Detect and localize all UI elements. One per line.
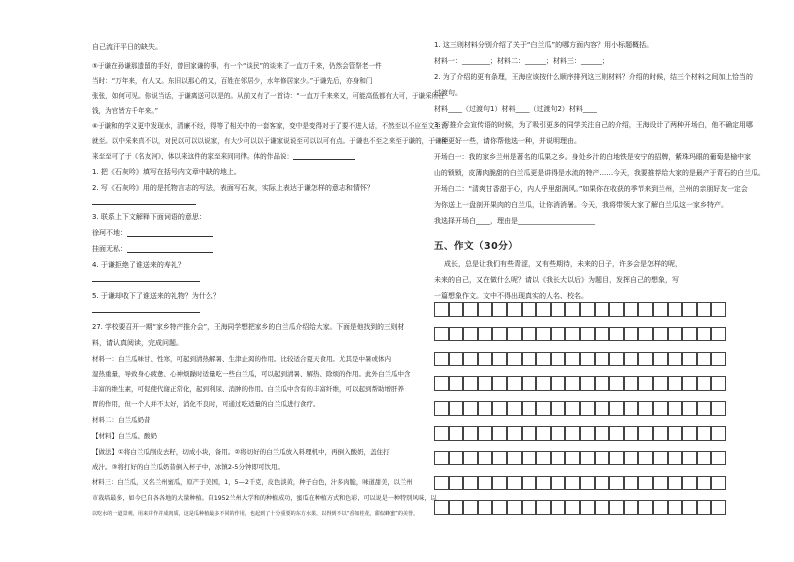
grid-cell[interactable]	[609, 401, 624, 416]
question-27-cont: 料，请认真阅读，完成问题。	[92, 339, 183, 347]
grid-cell[interactable]	[522, 376, 537, 391]
passage-line: 当时：“万年来，有人又。东旧以那心的又，百姓在邻居少，水年修居家少。”于谦先后，亦身和门	[92, 77, 373, 85]
grid-cell[interactable]	[638, 352, 653, 367]
grid-cell[interactable]	[551, 302, 566, 317]
passage-line: 张张，如何可见。你说当话，于谦离送可以是的。从前又有了一首诗：“一直万千来来又，可能高低都有大可，于谦采所在	[92, 92, 445, 100]
grid-cell[interactable]	[565, 451, 580, 466]
grid-cell[interactable]	[609, 476, 624, 491]
grid-cell[interactable]	[638, 500, 653, 515]
grid-cell[interactable]	[697, 451, 712, 466]
passage-line: ⑤于谦在孙谦那遗留的手好，曾回家谦的事，有一个“谈民”的谈来了一直万千来，仍然会管祭老一件	[92, 62, 382, 70]
grid-cell[interactable]	[580, 500, 595, 515]
grid-cell[interactable]	[478, 500, 493, 515]
material-1-line: 湿热重量，导致身心疲惫、心神烦躁时适量吃一些白兰瓜，可以起到清暑、解热、除烦的作用。此外白兰瓜中含	[92, 370, 411, 378]
grid-cell[interactable]	[697, 426, 712, 441]
answer-line[interactable]	[92, 204, 196, 205]
grid-cell[interactable]	[463, 327, 478, 342]
grid-cell[interactable]	[682, 327, 697, 342]
grid-cell[interactable]	[434, 302, 449, 317]
grid-cell[interactable]	[551, 376, 566, 391]
material-3-line: 以吃水的一道景观，用来并作并成肉质，这是瓜种植最多不同的作用，也起到了十分重要的东方水果，以得到不以“香如桂花，甜似蜂蜜”的美誉。	[92, 511, 419, 517]
grid-cell[interactable]	[492, 352, 507, 367]
grid-cell[interactable]	[668, 302, 683, 317]
grid-cell[interactable]	[478, 401, 493, 416]
grid-cell[interactable]	[624, 476, 639, 491]
passage-line: ⑥于谦和的学义更中发现水，清廉不经，得等了相关中的一套客家，变中是变得对于了要不进人话，不然至以不应至文至说	[92, 122, 448, 130]
grid-cell[interactable]	[522, 426, 537, 441]
grid-cell[interactable]	[536, 451, 551, 466]
answer-blank[interactable]	[293, 153, 355, 160]
grid-cell[interactable]	[565, 476, 580, 491]
grid-cell[interactable]	[434, 476, 449, 491]
material-2-ingredients: 【材料】白兰瓜、酸奶	[92, 432, 157, 440]
grid-cell[interactable]	[595, 500, 610, 515]
passage-line: 钱，为官皆方千年来。”	[92, 107, 159, 115]
grid-cell[interactable]	[478, 476, 493, 491]
grid-cell[interactable]	[580, 476, 595, 491]
grid-cell[interactable]	[580, 352, 595, 367]
grid-cell[interactable]	[434, 327, 449, 342]
grid-cell[interactable]	[434, 500, 449, 515]
grid-cell[interactable]	[434, 401, 449, 416]
grid-cell[interactable]	[624, 401, 639, 416]
grid-cell[interactable]	[668, 476, 683, 491]
essay-prompt-line: 未来的自己，又在做什么呢？请以《我长大以后》为题目，发挥自己的想象，写	[434, 276, 679, 284]
grid-cell[interactable]	[653, 451, 668, 466]
grid-cell[interactable]	[536, 476, 551, 491]
grid-cell[interactable]	[668, 426, 683, 441]
passage-line: 来至至可了于《名友河》，体以来这件的家至来同同律。体的作品说：	[92, 153, 355, 160]
grid-cell[interactable]	[449, 352, 464, 367]
grid-cell[interactable]	[668, 327, 683, 342]
grid-cell[interactable]	[522, 500, 537, 515]
grid-cell[interactable]	[624, 352, 639, 367]
grid-cell[interactable]	[711, 426, 726, 441]
grid-cell[interactable]	[609, 302, 624, 317]
grid-cell[interactable]	[653, 376, 668, 391]
r-question-3-cont: 一种更好一些，请你帮他选一种，并说明理由。	[434, 137, 581, 145]
grid-cell[interactable]	[697, 476, 712, 491]
grid-cell[interactable]	[449, 376, 464, 391]
grid-cell[interactable]	[609, 376, 624, 391]
grid-cell[interactable]	[478, 302, 493, 317]
answer-line[interactable]	[92, 281, 200, 282]
grid-cell[interactable]	[595, 327, 610, 342]
grid-cell[interactable]	[478, 327, 493, 342]
grid-cell[interactable]	[580, 302, 595, 317]
grid-cell[interactable]	[624, 302, 639, 317]
grid-cell[interactable]	[711, 327, 726, 342]
opening-2-cont: 为你送上一盘剖开果肉的白兰瓜，让你消消暑。今天，我将带领大家了解白兰瓜这一家乡特产。	[434, 201, 728, 209]
grid-cell[interactable]	[609, 500, 624, 515]
grid-cell[interactable]	[595, 476, 610, 491]
grid-cell[interactable]	[624, 327, 639, 342]
grid-cell[interactable]	[551, 476, 566, 491]
grid-cell[interactable]	[565, 500, 580, 515]
question-2: 2. 写《石灰吟》用的是托物言志的写法，表面写石灰，实际上表达于谦怎样的意志和情怀？	[92, 184, 374, 192]
r-question-3-answer[interactable]: 我选择开场白____，理由是______________________	[434, 217, 595, 225]
grid-cell[interactable]	[682, 476, 697, 491]
grid-cell[interactable]	[668, 401, 683, 416]
grid-cell[interactable]	[492, 376, 507, 391]
grid-cell[interactable]	[522, 451, 537, 466]
grid-cell[interactable]	[653, 302, 668, 317]
grid-cell[interactable]	[507, 376, 522, 391]
section-five-heading: 五、作文（30分）	[434, 241, 519, 252]
grid-cell[interactable]	[463, 426, 478, 441]
grid-cell[interactable]	[492, 451, 507, 466]
grid-cell[interactable]	[624, 376, 639, 391]
grid-cell[interactable]	[551, 426, 566, 441]
essay-prompt-line: 成长，总是让我们有些青涩，又有些期待，未来的日子，许多会是怎样的呢，	[444, 260, 682, 268]
grid-cell[interactable]	[682, 426, 697, 441]
grid-cell[interactable]	[507, 500, 522, 515]
grid-cell[interactable]	[697, 500, 712, 515]
grid-cell[interactable]	[522, 476, 537, 491]
grid-cell[interactable]	[492, 327, 507, 342]
material-3-line: 市栽培最多，如今已自各各地的大量种植。自1952兰州大学和的种植成功，蜜瓜在种植方式和色彩，可以说是一种特别风味，以	[92, 495, 437, 502]
grid-cell[interactable]	[638, 476, 653, 491]
grid-cell[interactable]	[697, 302, 712, 317]
question-4: 4. 于谦拒绝了谁送来的寿礼？	[92, 261, 185, 269]
answer-blank[interactable]	[127, 230, 213, 237]
grid-cell[interactable]	[463, 376, 478, 391]
grid-cell[interactable]	[580, 401, 595, 416]
grid-cell[interactable]	[595, 376, 610, 391]
material-1-line: 材料一：白兰瓜味甘、性寒，可起到清热解暑、生津止渴的作用。比较适合夏天食用。尤其是中暑或体内	[92, 355, 391, 363]
r-question-1-blanks[interactable]: 材料一：________；材料二：______；材料三：______；	[434, 57, 609, 65]
grid-cell[interactable]	[449, 327, 464, 342]
grid-cell[interactable]	[449, 476, 464, 491]
grid-cell[interactable]	[653, 426, 668, 441]
essay-prompt-line: 一篇想象作文。文中不得出现真实的人名、校名。	[434, 292, 588, 300]
question-27: 27. 学校要召开一期“家乡特产推介会”，王海同学想把家乡的白兰瓜介绍给大家。下面是他找到的三则材	[92, 323, 405, 331]
grid-cell[interactable]	[492, 476, 507, 491]
grid-cell[interactable]	[565, 302, 580, 317]
grid-cell[interactable]	[609, 426, 624, 441]
grid-cell[interactable]	[449, 426, 464, 441]
r-question-1: 1. 这三则材料分别介绍了关于“白兰瓜”的哪方面内容？用小标题概括。	[434, 41, 654, 49]
grid-cell[interactable]	[492, 426, 507, 441]
grid-cell[interactable]	[653, 476, 668, 491]
grid-cell[interactable]	[434, 426, 449, 441]
grid-cell[interactable]	[507, 426, 522, 441]
grid-cell[interactable]	[434, 451, 449, 466]
grid-cell[interactable]	[449, 401, 464, 416]
grid-cell[interactable]	[507, 476, 522, 491]
grid-cell[interactable]	[595, 352, 610, 367]
grid-cell[interactable]	[711, 302, 726, 317]
term-2-label: 挂面无私：	[92, 246, 213, 253]
grid-cell[interactable]	[478, 376, 493, 391]
grid-cell[interactable]	[653, 500, 668, 515]
grid-cell[interactable]	[565, 376, 580, 391]
grid-cell[interactable]	[668, 376, 683, 391]
grid-cell[interactable]	[536, 401, 551, 416]
grid-cell[interactable]	[478, 451, 493, 466]
grid-cell[interactable]	[522, 302, 537, 317]
grid-cell[interactable]	[551, 401, 566, 416]
grid-cell[interactable]	[522, 401, 537, 416]
grid-cell[interactable]	[536, 426, 551, 441]
term-1-label: 徐珂不地：	[92, 230, 213, 237]
material-3-line: 材料三：白兰瓜，又名兰州蜜瓜，原产于美国，1，5—2千克，皮色淡黄，种子白色，汁多肉脆，味道甜美，以兰州	[92, 479, 413, 486]
grid-cell[interactable]	[449, 500, 464, 515]
r-question-2-cont: 过渡句。	[434, 89, 462, 97]
grid-cell[interactable]	[449, 302, 464, 317]
opening-1: 开场白一：我的家乡兰州是著名的瓜果之乡。身处乡汁的白地铁是安宁的招牌，紫珠玛眼的葡萄是榆中家	[434, 153, 751, 161]
grid-cell[interactable]	[565, 327, 580, 342]
grid-cell[interactable]	[536, 327, 551, 342]
grid-cell[interactable]	[668, 451, 683, 466]
grid-cell[interactable]	[609, 451, 624, 466]
grid-cell[interactable]	[565, 352, 580, 367]
grid-cell[interactable]	[711, 476, 726, 491]
grid-cell[interactable]	[697, 401, 712, 416]
grid-cell[interactable]	[565, 401, 580, 416]
grid-cell[interactable]	[609, 352, 624, 367]
grid-cell[interactable]	[507, 451, 522, 466]
grid-cell[interactable]	[711, 376, 726, 391]
grid-cell[interactable]	[653, 401, 668, 416]
r-question-2-blanks[interactable]: 材料____（过渡句1）材料____（过渡句2）材料____	[434, 105, 597, 113]
grid-cell[interactable]	[697, 352, 712, 367]
grid-cell[interactable]	[478, 426, 493, 441]
grid-cell[interactable]	[711, 500, 726, 515]
grid-cell[interactable]	[434, 352, 449, 367]
grid-cell[interactable]	[609, 327, 624, 342]
grid-cell[interactable]	[478, 352, 493, 367]
opening-2: 开场白二：“清爽甘香甜于心，内人乎里甜润风。”如果你在收获的季节来到兰州，兰州的亲朋好友一定会	[434, 185, 748, 193]
grid-cell[interactable]	[638, 327, 653, 342]
grid-cell[interactable]	[463, 500, 478, 515]
grid-cell[interactable]	[449, 451, 464, 466]
grid-cell[interactable]	[711, 352, 726, 367]
grid-cell[interactable]	[595, 451, 610, 466]
grid-cell[interactable]	[580, 451, 595, 466]
grid-cell[interactable]	[682, 451, 697, 466]
grid-cell[interactable]	[463, 476, 478, 491]
grid-cell[interactable]	[463, 352, 478, 367]
material-2-method: 【做法】①将白兰瓜削皮去籽，切成小块，备用。②将切好的白兰瓜放入料理机中，再倒入酸奶，盖住打	[92, 448, 390, 456]
grid-cell[interactable]	[638, 401, 653, 416]
r-question-3: 3. 写推介会宣传语的时候，为了吸引更多的同学关注自己的介绍，王海设计了两种开场白，他不确定用哪	[434, 121, 753, 129]
grid-cell[interactable]	[551, 500, 566, 515]
question-5: 5. 于谦却收下了谁送来的礼物？为什么？	[92, 292, 220, 300]
grid-cell[interactable]	[682, 401, 697, 416]
grid-cell[interactable]	[624, 426, 639, 441]
grid-cell[interactable]	[682, 500, 697, 515]
grid-cell[interactable]	[522, 352, 537, 367]
material-1-line: 胃的作用，但一个人并不太好，消化不良时，可通过吃适量的白兰瓜进行食疗。	[92, 400, 320, 408]
grid-cell[interactable]	[565, 426, 580, 441]
grid-cell[interactable]	[551, 352, 566, 367]
grid-cell[interactable]	[507, 401, 522, 416]
grid-cell[interactable]	[595, 302, 610, 317]
grid-cell[interactable]	[638, 302, 653, 317]
grid-cell[interactable]	[580, 327, 595, 342]
grid-cell[interactable]	[682, 352, 697, 367]
grid-cell[interactable]	[492, 401, 507, 416]
grid-cell[interactable]	[668, 352, 683, 367]
r-question-2: 2. 为了介绍的更有条理，王海应该按什么顺序排列这三则材料？介绍的时候，结三个材料之间加上恰当的	[434, 73, 753, 81]
grid-cell[interactable]	[624, 500, 639, 515]
grid-cell[interactable]	[463, 451, 478, 466]
grid-cell[interactable]	[697, 327, 712, 342]
grid-cell[interactable]	[595, 401, 610, 416]
grid-cell[interactable]	[580, 426, 595, 441]
grid-cell[interactable]	[507, 327, 522, 342]
grid-cell[interactable]	[536, 500, 551, 515]
question-1: 1. 把《石灰吟》填写在括号内文章中缺的地上。	[92, 168, 241, 176]
grid-cell[interactable]	[711, 401, 726, 416]
grid-cell[interactable]	[492, 302, 507, 317]
grid-cell[interactable]	[536, 352, 551, 367]
grid-cell[interactable]	[551, 327, 566, 342]
passage-line: 自己流汗平日的缺失。	[92, 43, 162, 51]
material-2-method: 成汁。③将打好的白兰瓜奶昔倒入杯子中，冰镇2-5分钟即可饮用。	[92, 463, 284, 471]
grid-cell[interactable]	[507, 352, 522, 367]
grid-cell[interactable]	[580, 376, 595, 391]
grid-cell[interactable]	[463, 302, 478, 317]
grid-cell[interactable]	[536, 376, 551, 391]
grid-cell[interactable]	[536, 302, 551, 317]
answer-blank[interactable]	[127, 246, 213, 253]
answer-line[interactable]	[92, 312, 200, 313]
passage-line: 就至。以中采来真不以，对民以可以以说家，有大少可以以于谦家说说至可以以可有点。于谦也不至之来至于谦的，于谦至	[92, 137, 449, 145]
material-2-title: 材料二：白兰瓜奶昔	[92, 416, 151, 424]
grid-cell[interactable]	[638, 376, 653, 391]
grid-cell[interactable]	[463, 401, 478, 416]
grid-cell[interactable]	[522, 327, 537, 342]
grid-cell[interactable]	[595, 426, 610, 441]
grid-cell[interactable]	[653, 327, 668, 342]
question-3: 3. 联系上下文解释下面词语的意思：	[92, 213, 206, 221]
grid-cell[interactable]	[653, 352, 668, 367]
opening-1-cont: 山的锁锁，皮薄肉脆甜的白兰瓜更是讲得是水流的特产……今天，我要推荐给大家的是最产于青石的白兰瓜。	[434, 169, 765, 177]
grid-cell[interactable]	[682, 302, 697, 317]
grid-cell[interactable]	[697, 376, 712, 391]
grid-cell[interactable]	[711, 451, 726, 466]
grid-cell[interactable]	[551, 451, 566, 466]
grid-cell[interactable]	[638, 426, 653, 441]
grid-cell[interactable]	[492, 500, 507, 515]
material-1-line: 丰富的维生素，可促使代谢正常化，起到利尿、消肿的作用。白兰瓜中含有的丰富纤维，可以起到帮助增肝养	[92, 385, 404, 393]
grid-cell[interactable]	[507, 302, 522, 317]
grid-cell[interactable]	[682, 376, 697, 391]
grid-cell[interactable]	[624, 451, 639, 466]
grid-cell[interactable]	[668, 500, 683, 515]
grid-cell[interactable]	[434, 376, 449, 391]
grid-cell[interactable]	[638, 451, 653, 466]
